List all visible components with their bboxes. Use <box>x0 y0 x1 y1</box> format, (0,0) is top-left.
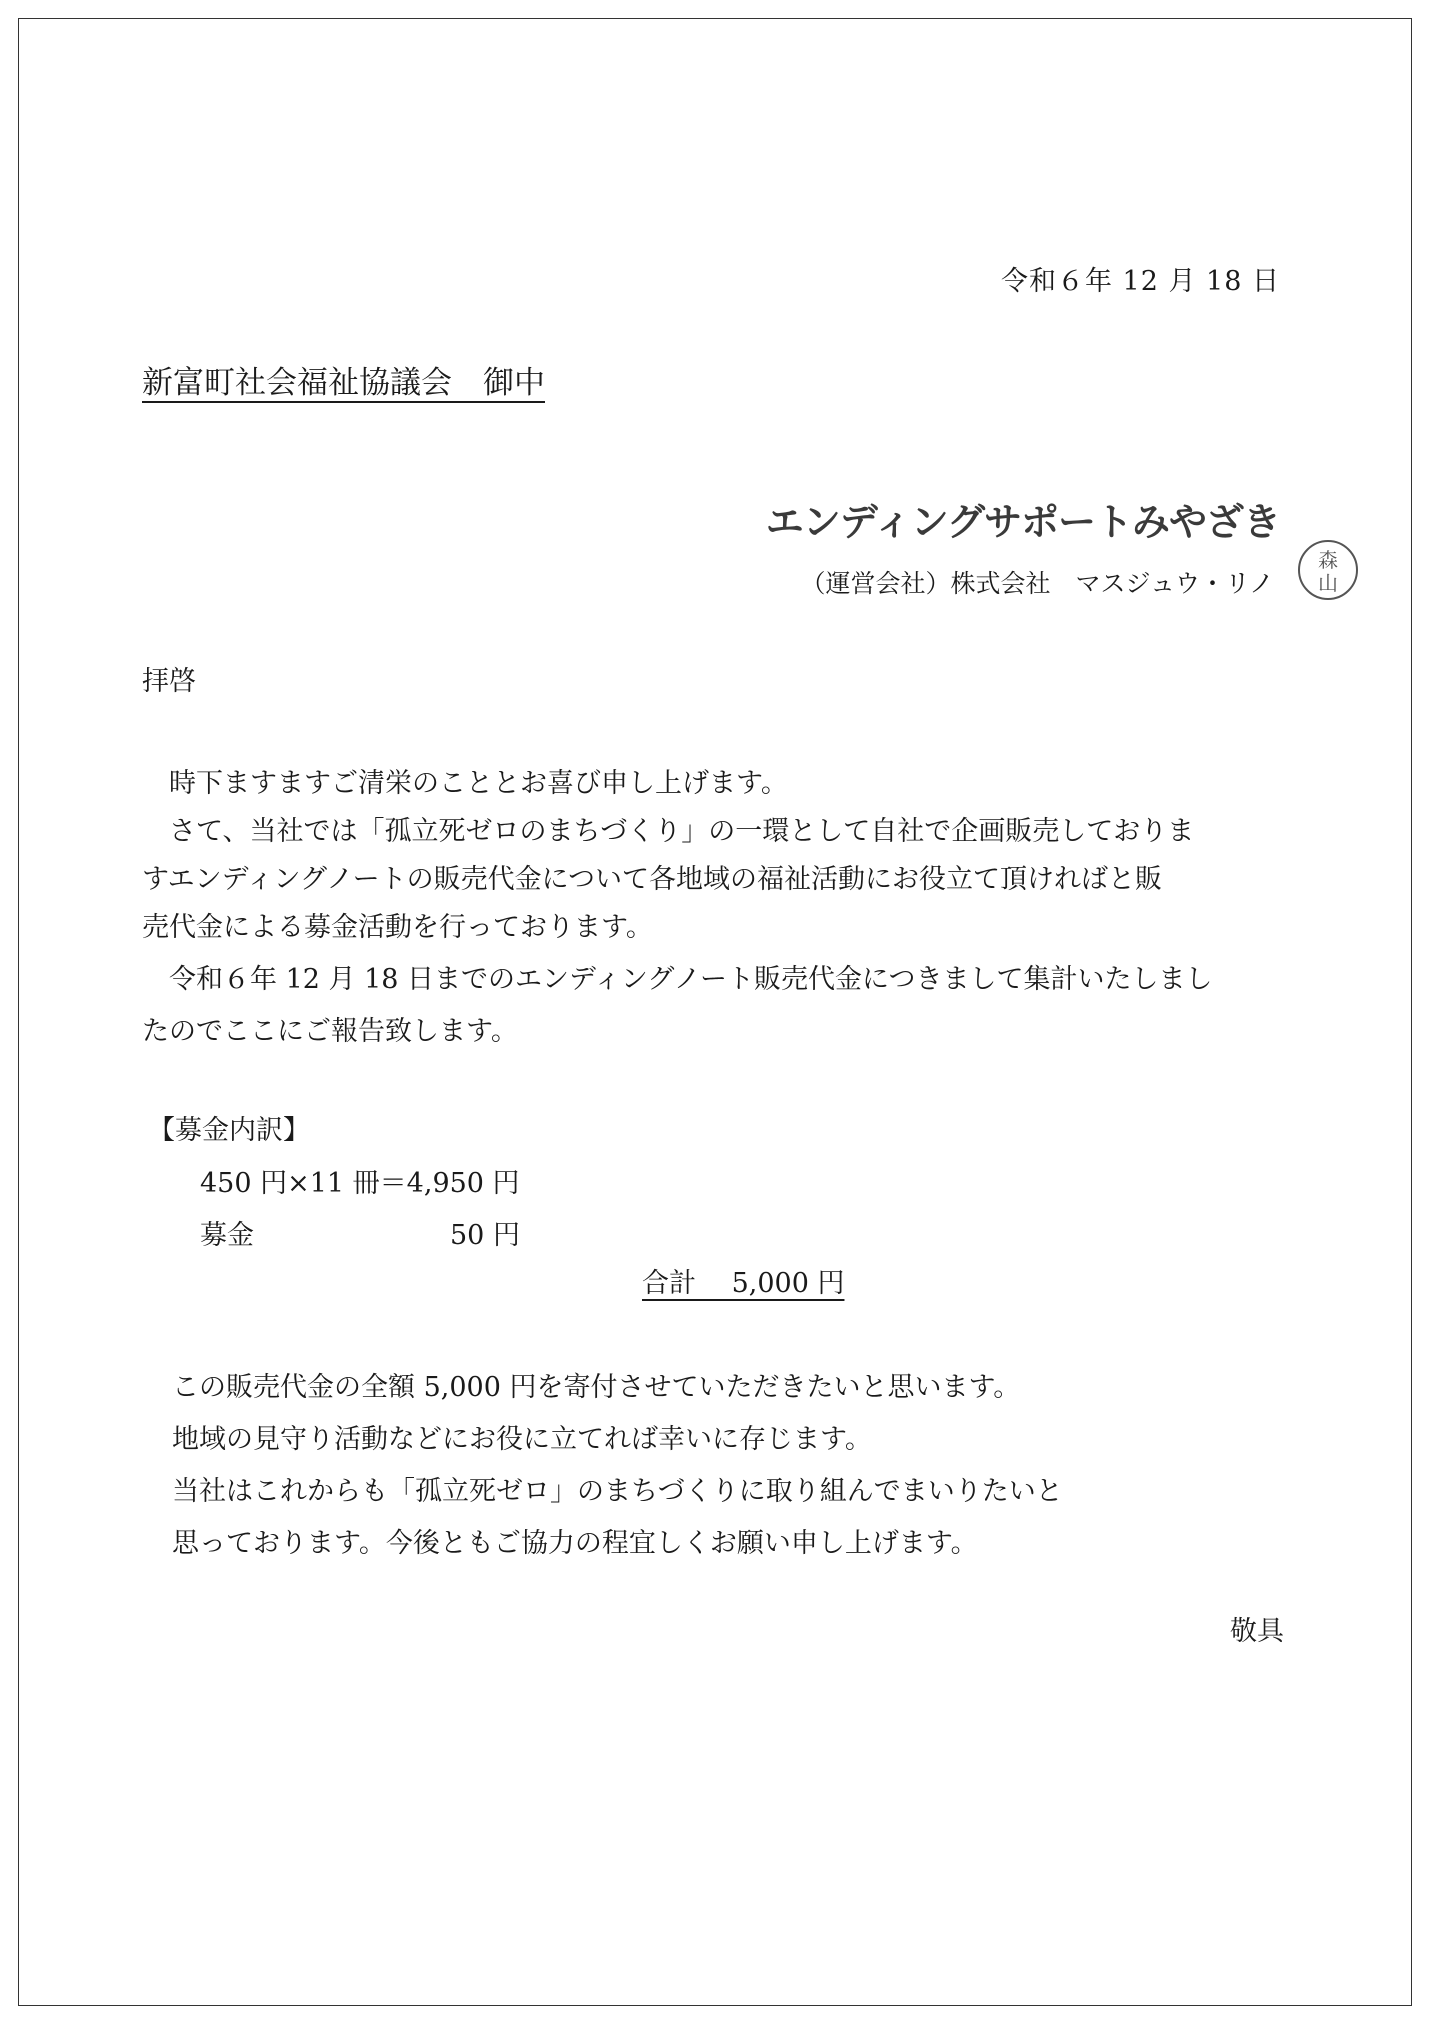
breakdown-item-donation-value: 50 円 <box>450 1220 520 1251</box>
breakdown-header: 【募金内訳】 <box>148 1115 310 1146</box>
breakdown-total: 合計 5,000 円 <box>642 1268 845 1299</box>
seal-stamp-icon <box>1296 538 1360 602</box>
closing-line: 思っております。今後ともご協力の程宜しくお願い申し上げます。 <box>172 1528 978 1559</box>
letter-date: 令和６年 12 月 18 日 <box>1000 266 1280 297</box>
body-line: 令和６年 12 月 18 日までのエンディングノート販売代金につきまして集計いたしまし <box>142 964 1213 995</box>
sender-logo: エンディングサポートみやざき <box>765 500 1280 544</box>
opening-greeting: 拝啓 <box>142 666 196 697</box>
body-line: さて、当社では「孤立死ゼロのまちづくり」の一環として自社で企画販売しておりま <box>142 816 1195 847</box>
closing-salutation: 敬具 <box>1230 1616 1284 1647</box>
body-line: すエンディングノートの販売代金について各地域の福祉活動にお役立て頂ければと販 <box>142 864 1163 895</box>
breakdown-item-donation-label: 募金 <box>200 1220 254 1251</box>
body-line: 売代金による募金活動を行っております。 <box>142 912 653 943</box>
body-line: たのでここにご報告致します。 <box>142 1016 518 1047</box>
svg-text:山: 山 <box>1318 571 1338 595</box>
closing-line: 当社はこれからも「孤立死ゼロ」のまちづくりに取り組んでまいりたいと <box>172 1476 1063 1507</box>
page-border <box>18 18 1412 2006</box>
sender-company: （運営会社）株式会社 マスジュウ・リノ <box>800 569 1274 598</box>
breakdown-item-sales: 450 円×11 冊＝4,950 円 <box>200 1168 520 1199</box>
svg-text:森: 森 <box>1318 548 1338 572</box>
body-line: 時下ますますご清栄のこととお喜び申し上げます。 <box>142 768 788 799</box>
addressee: 新富町社会福祉協議会 御中 <box>142 365 545 401</box>
closing-line: 地域の見守り活動などにお役に立てれば幸いに存じます。 <box>172 1424 872 1455</box>
closing-line: この販売代金の全額 5,000 円を寄付させていただきたいと思います。 <box>172 1372 1021 1403</box>
